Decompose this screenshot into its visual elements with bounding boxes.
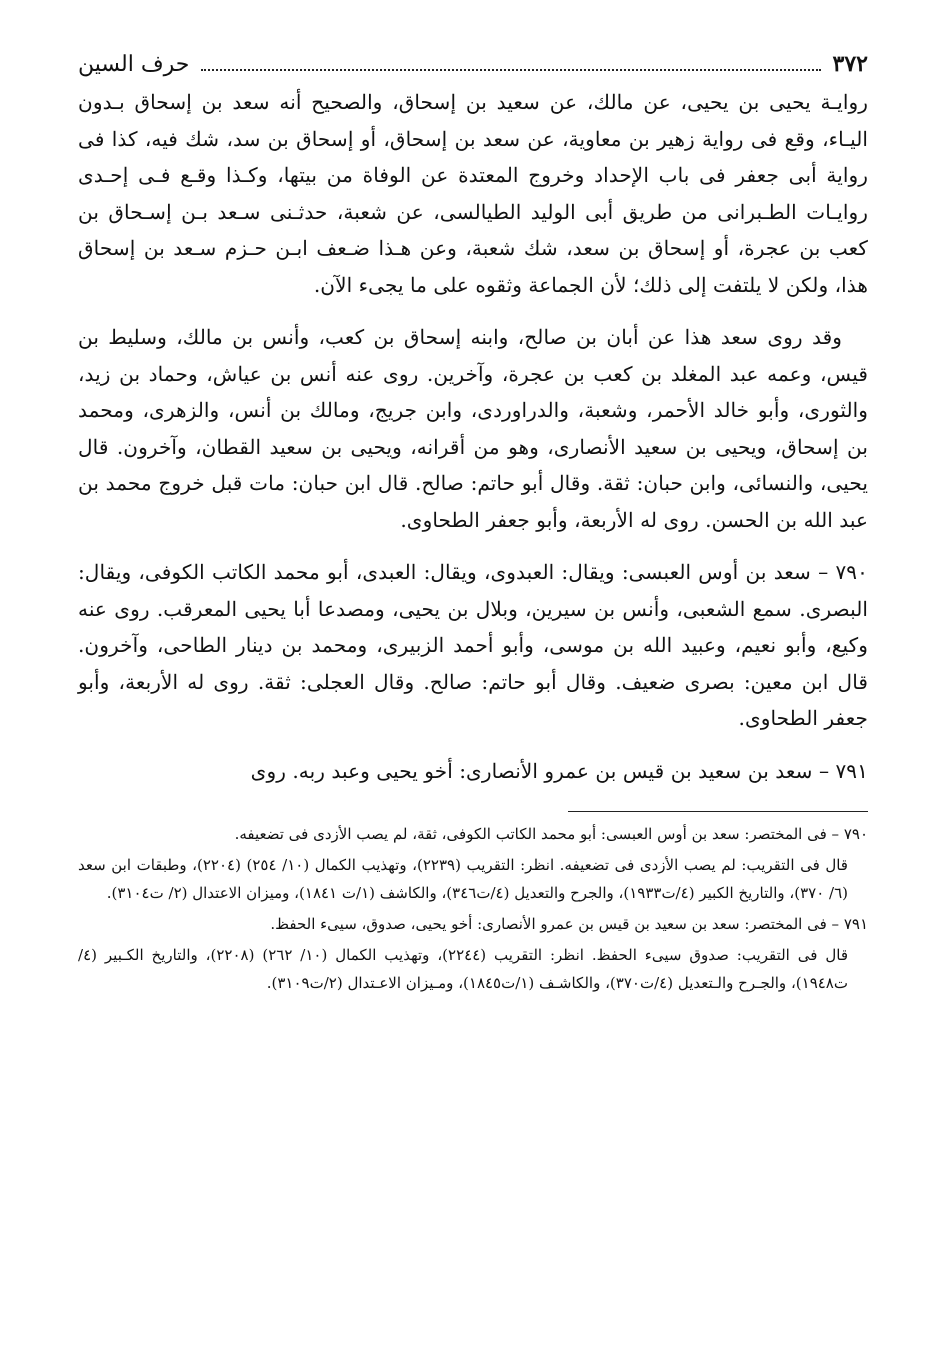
main-text [78,84,868,789]
footnotes [78,820,868,997]
dotted-leader [201,47,820,71]
footnote-791: ٧٩١ – فى المختصر: سعد بن سعيد بن قيس بن عمرو الأنصارى: أخو يحيى، صدوق، سيىء الحفظ. [270,915,868,933]
page-number: ٣٧٢ [832,51,868,77]
footnote-790: ٧٩٠ – فى المختصر: سعد بن أوس العبسى: أبو محمد الكاتب الكوفى، ثقة، لم يصب الأزدى فى تضعيفه. [234,825,868,843]
footnote-791-references: قال فى التقريب: صدوق سيىء الحفظ. انظر: التقريب (٢٢٤٤)، وتهذيب الكمال (١٠/ ٢٦٢) (٢٢٠٨)، والتاريخ الكـبير (٤/ت١٩٤٨)، والجـرح والـتعديل (٤/ت٣٧٠)، والكاشـف (١/ت١٨٤٥)، ومـيزان الاعـتدال (٢/ت٣١٠٩). [78,946,848,992]
paragraph-2: وقد روى سعد هذا عن أبان بن صالح، وابنه إسحاق بن كعب، وأنس بن مالك، وسليط بن قيس، وعمه عبد المغلد بن كعب بن عجرة، وآخرين. روى عنه أنس بن عياش، وحماد بن زيد، والثورى، وأبو خالد الأحمر، وشعبة، والدراوردى، وابن جريج، ومالك بن أنس، والزهرى، ومحمد بن إسحاق، ويحيى بن سعيد الأنصارى، وهو من أقرانه، ويحيى بن سعيد القطان، وآخرون. قال يحيى، والنسائى، وابن حبان: ثقة. وقال أبو حاتم: صالح. قال ابن حبان: مات قبل خروج محمد بن عبد الله بن الحسن. روى له الأربعة، وأبو جعفر الطحاوى. [78,325,868,532]
running-head [78,44,868,84]
footnote-separator [568,811,868,812]
entry-790: ٧٩٠ – سعد بن أوس العبسى: ويقال: العبدوى، ويقال: العبدى، أبو محمد الكاتب الكوفى، ويقال: البصرى. سمع الشعبى، وأنس بن سيرين، وبلال بن يحيى، ومصدعا أبا يحيى المعرقب. روى عنه وكيع، وأبو نعيم، وعبيد الله بن موسى، وأبو أحمد الزبيرى، ومحمد بن دينار الطاحى، وآخرون. قال ابن معين: بصرى ضعيف. وقال أبو حاتم: صالح. وقال العجلى: ثقة. روى له الأربعة، وأبو جعفر الطحاوى. [78,560,868,730]
chapter-title: حرف السين [78,52,190,77]
footnote-790-references: قال فى التقريب: لم يصب الأزدى فى تضعيفه. انظر: التقريب (٢٢٣٩)، وتهذيب الكمال (١٠/ ٢٥٤) (٢٢٠٤)، وطبقات ابن سعد (٦/ ٣٧٠)، والتاريخ الكبير (٤/ت١٩٣٣)، والجرح والتعديل (٤/ت٣٤٦)، والكاشف (١/ت ١٨٤١)، وميزان الاعتدال (٢/ ت٣١٠٤). [78,856,848,902]
paragraph-1: روايـة يحيى بن يحيى، عن مالك، عن سعيد بن إسحاق، والصحيح أنه سعد بن إسحاق بـدون اليـاء، وقع فى رواية زهير بن معاوية، عن سعد بن إسحاق، أو إسحاق بن سد، شك فيه، كذا فى رواية أبى جعفر فى باب الإحداد وخروج المعتدة عن الوفاة من بيتها، وكـذا وقـع فـى إحـدى روايـات الطـبرانى من طريق أبى الوليد الطيالسى، عن شعبة، حدثـنى سـعد بـن إسـحاق بن كعب بن عجرة، أو إسحاق بن سعد، شك شعبة، وعن هـذا ضـعف ابـن حـزم سـعد بن إسحاق هذا، ولكن لا يلتفت إلى ذلك؛ لأن الجماعة وثقوه على ما يجىء الآن. [78,90,868,297]
entry-791: ٧٩١ – سعد بن سعيد بن قيس بن عمرو الأنصارى: أخو يحيى وعبد ربه. روى [250,758,868,783]
book-page [78,44,868,1000]
